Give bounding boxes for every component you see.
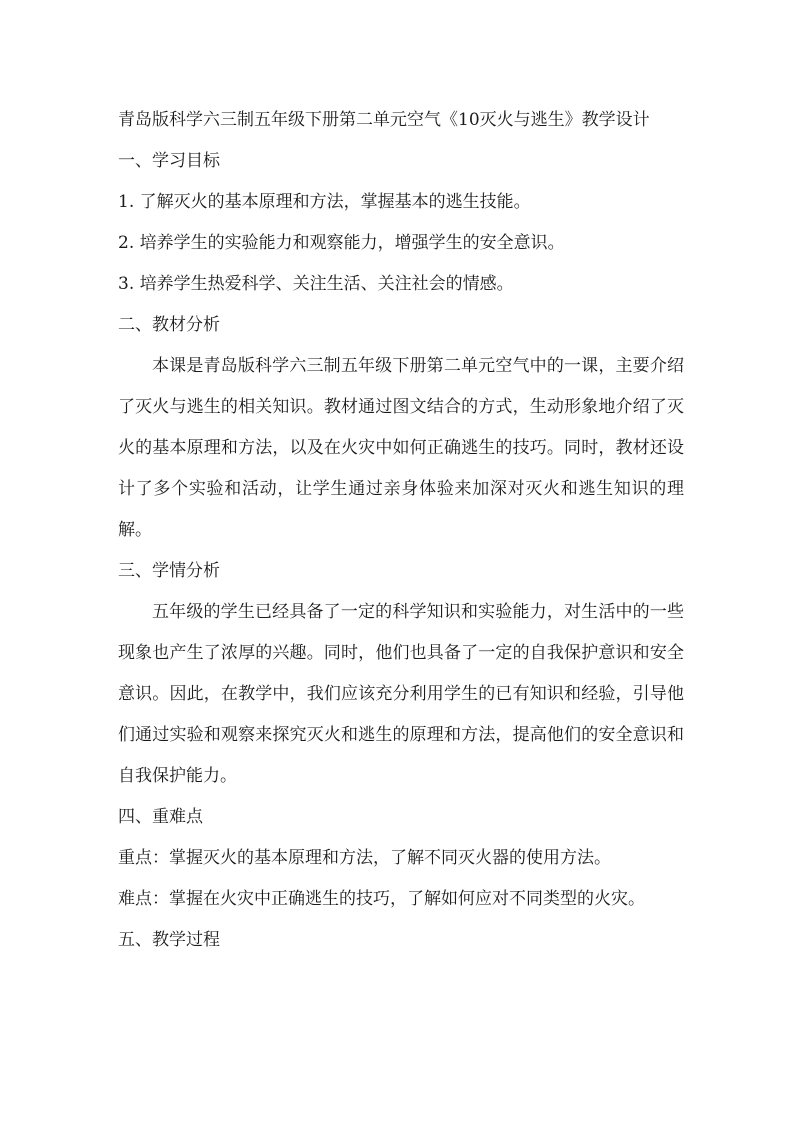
section-heading-key-points: 四、重难点 <box>118 807 203 827</box>
goal-item-3: 3. 培养学生热爱科学、关注生活、关注社会的情感。 <box>118 274 514 294</box>
textbook-analysis-paragraph: 本课是青岛版科学六三制五年级下册第二单元空气中的一课，主要介绍了灭火与逃生的相关知识。教材通过图文结合的方式，生动形象地介绍了灭火的基本原理和方法，以及在火灾中如何正确逃生的技巧。同时，教材还设计了多个实验和活动，让学生通过亲身体验来加深对灭火和逃生知识的理解。 <box>118 356 684 540</box>
document-body <box>118 100 684 961</box>
student-analysis-paragraph: 五年级的学生已经具备了一定的科学知识和实验能力，对生活中的一些现象也产生了浓厚的兴趣。同时，他们也具备了一定的自我保护意识和安全意识。因此，在教学中，我们应该充分利用学生的已有知识和经验，引导他们通过实验和观察来探究灭火和逃生的原理和方法，提高他们的安全意识和自我保护能力。 <box>118 602 684 786</box>
document-title: 青岛版科学六三制五年级下册第二单元空气《10灭火与逃生》教学设计 <box>118 110 650 130</box>
section-heading-textbook: 二、教材分析 <box>118 315 220 335</box>
goal-item-2: 2. 培养学生的实验能力和观察能力，增强学生的安全意识。 <box>118 233 565 253</box>
section-heading-students: 三、学情分析 <box>118 561 220 581</box>
goal-item-1: 1. 了解灭火的基本原理和方法，掌握基本的逃生技能。 <box>118 192 531 212</box>
section-heading-goals: 一、学习目标 <box>118 151 220 171</box>
section-heading-process: 五、教学过程 <box>118 930 220 950</box>
difficult-point-text: 难点：掌握在火灾中正确逃生的技巧，了解如何应对不同类型的火灾。 <box>118 889 645 909</box>
key-point-text: 重点：掌握灭火的基本原理和方法，了解不同灭火器的使用方法。 <box>118 848 611 868</box>
